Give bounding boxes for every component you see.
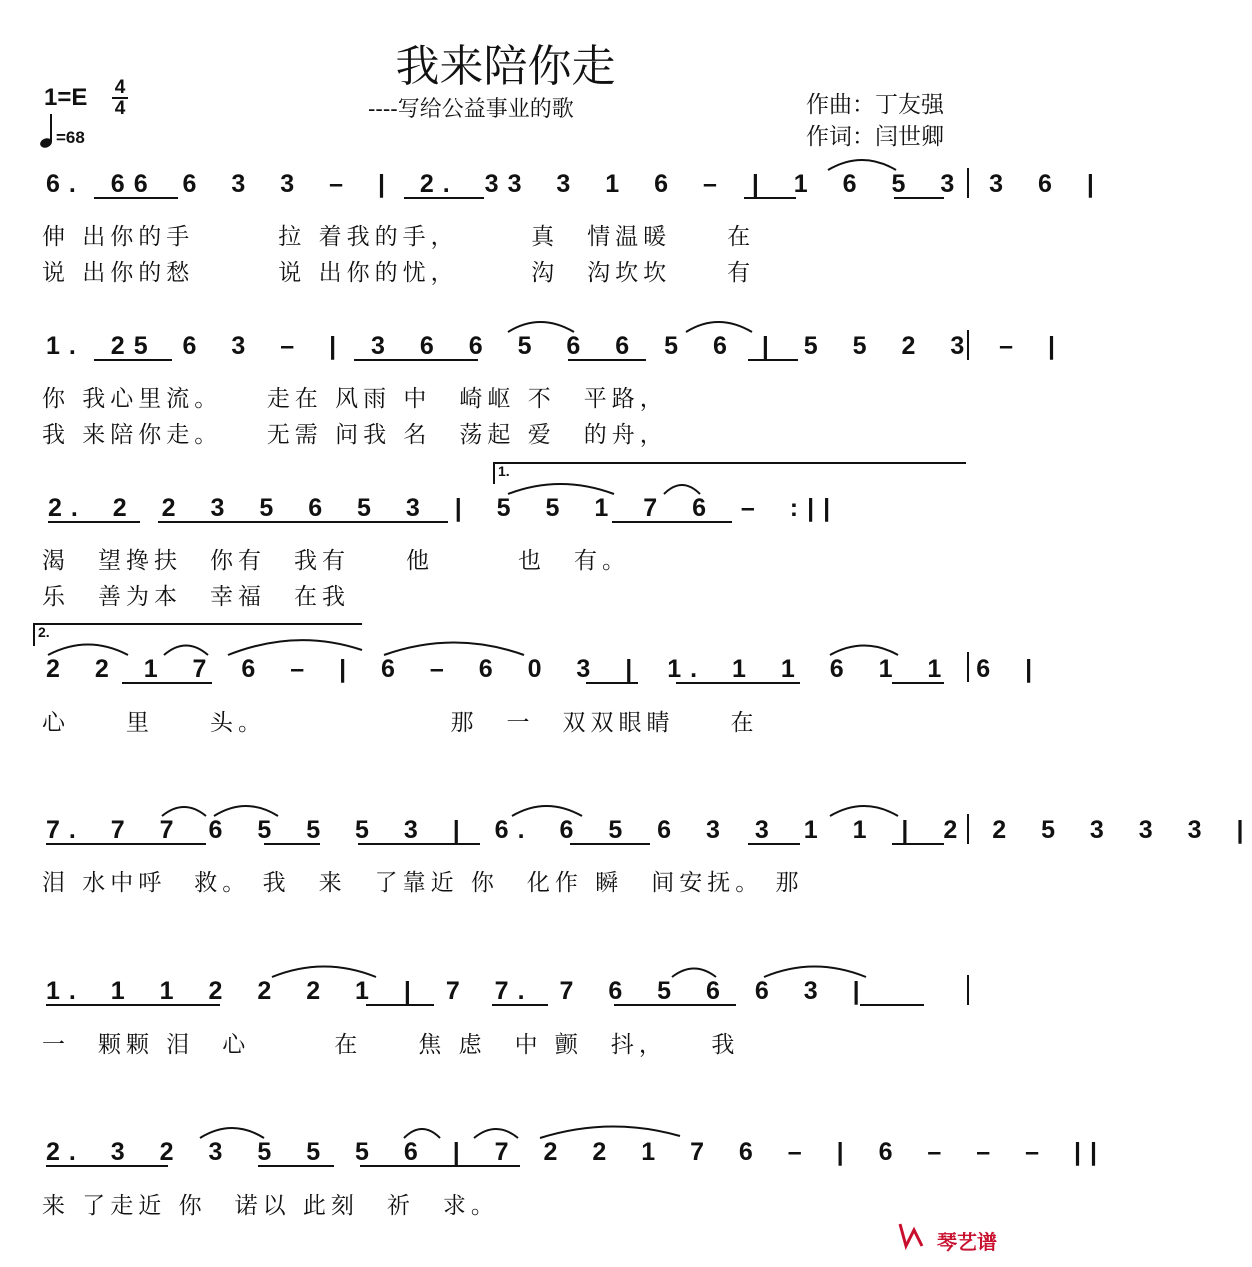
time-signature-top: 4 [114, 77, 126, 98]
system-1-lyrics-verse-2: 说 出你的愁 说 出你的忧， 沟 沟坎坎 有 [42, 260, 756, 286]
system-4-notes: 2 2 1 7 6 – | 6 – 6 0 3 | 1. 1 1 6 1 1 6 | [46, 655, 1042, 683]
system-7-notes: 2. 3 2 3 5 5 5 6 | 7 2 2 1 7 6 – | 6 – – – || [46, 1138, 1106, 1166]
composer-credit: 作曲：丁友强 [806, 92, 944, 118]
slur-system-4-a [48, 645, 128, 656]
song-subtitle: ----写给公益事业的歌 [368, 97, 574, 122]
slur-system-5-d [830, 806, 898, 816]
slur-system-1 [828, 160, 896, 170]
system-3-lyrics-verse-1: 渴 望搀扶 你有 我有 他 也 有。 [42, 548, 630, 574]
slur-system-4-c [228, 640, 362, 655]
slur-system-5-c [512, 806, 582, 816]
slur-system-3-b [664, 485, 700, 494]
slur-system-2-b [686, 322, 752, 332]
logo-icon [900, 1224, 922, 1246]
slur-system-7-a [200, 1128, 264, 1138]
slur-system-6-c [764, 967, 866, 978]
time-signature-bottom: 4 [114, 98, 126, 119]
system-6-notes: 1. 1 1 2 2 2 1 | 7 7. 7 6 5 6 6 3 | [46, 977, 869, 1005]
system-7-lyrics: 来 了走近 你 诺以 此刻 祈 求。 [42, 1193, 499, 1219]
slur-system-4-e [830, 646, 898, 656]
system-1-lyrics-verse-1: 伸 出你的手 拉 着我的手， 真 情温暖 在 [42, 224, 756, 250]
system-2-notes: 1. 25 6 3 – | 3 6 6 5 6 6 5 6 | 5 5 2 3 – | [46, 332, 1065, 360]
volta-1-bracket [494, 463, 966, 484]
slur-system-7-d [540, 1126, 680, 1138]
system-5-lyrics: 泪 水中呼 救。 我 来 了靠近 你 化作 瞬 间安抚。 那 [42, 870, 804, 896]
slur-system-4-d [384, 643, 524, 656]
system-4-lyrics: 心 里 头。 那 一 双双眼睛 在 [42, 710, 759, 736]
system-2-lyrics-verse-2: 我 来陪你走。 无需 问我 名 荡起 爱 的舟， [42, 422, 668, 448]
key-signature: 1=E [44, 84, 88, 111]
system-5-notes: 7. 7 7 6 5 5 5 3 | 6. 6 5 6 3 3 1 1 | 2 2 5 3 3 3 | [46, 816, 1252, 844]
slur-system-3-a [508, 484, 614, 494]
system-3-lyrics-verse-2: 乐 善为本 幸福 在我 [42, 584, 350, 610]
system-3-notes: 2. 2 2 3 5 6 5 3 | 5 5 1 7 6 – :|| [48, 494, 840, 522]
song-title: 我来陪你走 [395, 41, 616, 92]
slur-system-7-b [404, 1129, 440, 1138]
slur-system-5-b [214, 806, 278, 816]
slur-system-6-b [672, 969, 716, 978]
slur-system-4-b [164, 646, 208, 656]
slur-system-6-a [272, 967, 376, 978]
volta-2-label: 2. [38, 624, 50, 640]
system-2-lyrics-verse-1: 你 我心里流。 走在 风雨 中 崎岖 不 平路， [42, 386, 668, 412]
volta-1-label: 1. [498, 463, 510, 479]
system-1-notes: 6. 66 6 3 3 – | 2. 33 3 1 6 – | 1 6 5 3 3 6 | [46, 170, 1103, 198]
volta-2-bracket [34, 624, 362, 646]
slur-system-2-a [508, 322, 574, 332]
watermark: 琴艺谱 [937, 1230, 997, 1254]
tempo-marking: =68 [56, 128, 85, 147]
slur-system-7-c [474, 1129, 518, 1138]
system-6-lyrics: 一 颗颗 泪 心 在 焦 虑 中 颤 抖， 我 [42, 1032, 740, 1058]
slur-system-5-a [162, 807, 206, 816]
lyricist-credit: 作词：闫世卿 [806, 124, 944, 150]
